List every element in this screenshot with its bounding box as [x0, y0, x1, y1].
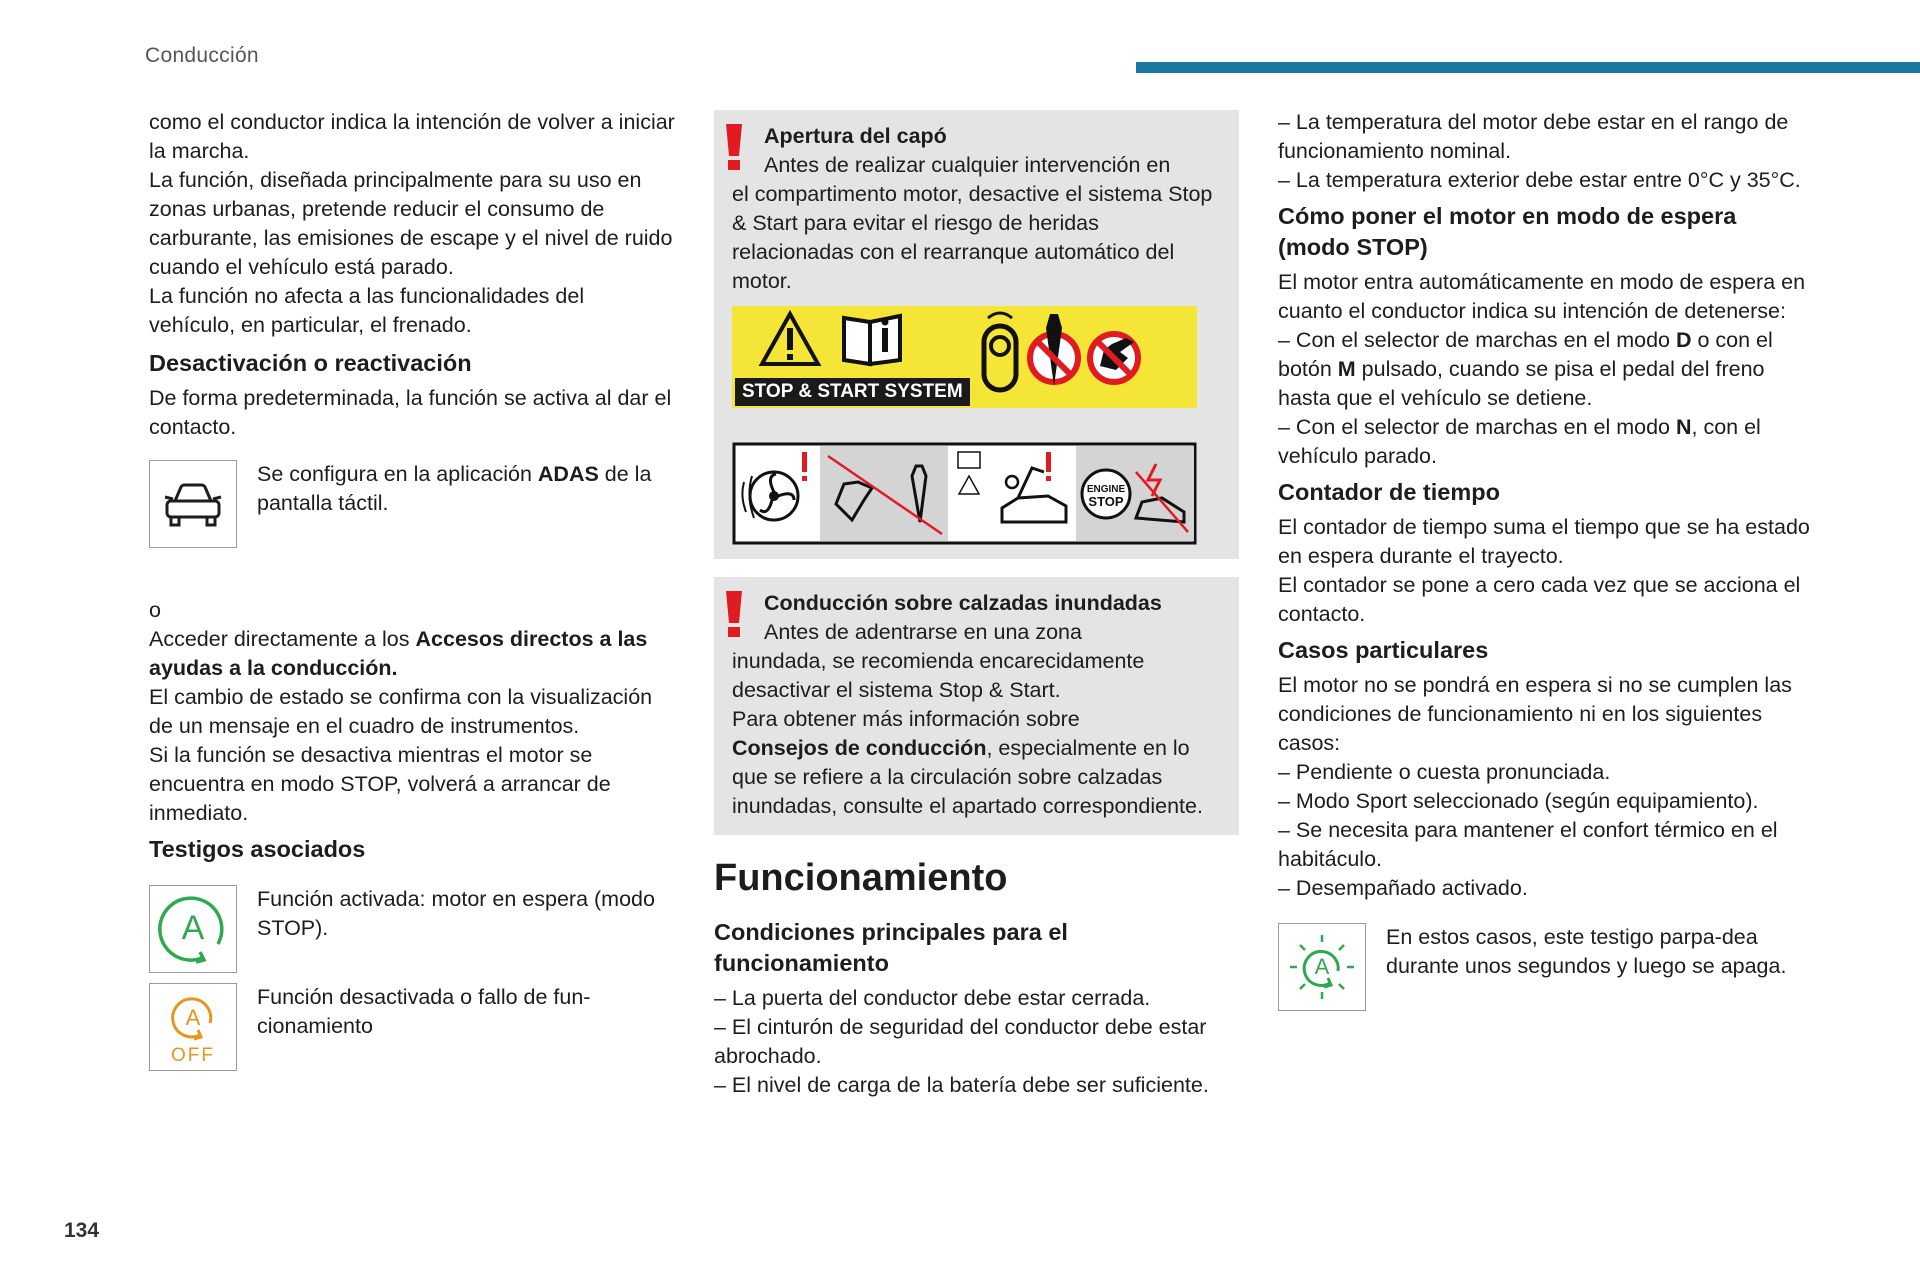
- hood-warning-text: Antes de realizar cualquier intervención en: [764, 153, 1171, 177]
- special-cases-heading: Casos particulares: [1278, 637, 1489, 663]
- access-bold: Accesos directos a las ayudas a la conducción.: [149, 627, 648, 680]
- special-cases-intro: El motor no se pondrá en espera si no se cumplen las condiciones de funcionamiento ni en los siguientes casos:: [1278, 673, 1792, 755]
- selector-d-item: [1278, 326, 1813, 413]
- mode-n-bold: N: [1675, 415, 1692, 439]
- indicator-on-text: Función activada: motor en espera (modo STOP).: [257, 887, 655, 940]
- access-text: Acceder directamente a los: [149, 627, 416, 651]
- hood-warning-title: Apertura del capó: [764, 124, 947, 148]
- deactivation-text: De forma predeterminada, la función se activa al dar el contacto.: [149, 386, 672, 439]
- condition-item: – El nivel de carga de la batería debe ser suficiente.: [714, 1073, 1209, 1097]
- deactivation-heading: Desactivación o reactivación: [149, 350, 472, 376]
- condition-item: – La temperatura del motor debe estar en el rango de funcionamiento nominal.: [1278, 110, 1789, 163]
- flood-warning-text: [732, 734, 1221, 821]
- indicators-heading: Testigos asociados: [149, 836, 366, 862]
- header-accent-bar: [1136, 62, 1920, 73]
- timer-text: El contador de tiempo suma el tiempo que se ha estado en espera durante el trayecto.: [1278, 515, 1810, 568]
- blinking-indicator-row: [1278, 923, 1813, 1011]
- adas-bold: ADAS: [537, 462, 599, 486]
- warning-exclamation-icon: [724, 124, 744, 170]
- running-header: Conducción: [145, 44, 259, 67]
- condition-item: – La temperatura exterior debe estar entre 0°C y 35°C.: [1278, 168, 1801, 192]
- indicator-on-row: [149, 885, 675, 973]
- adas-text: Se configura en la aplicación: [257, 462, 538, 486]
- intro-paragraph: como el conductor indica la intención de volver a iniciar la marcha.: [149, 110, 675, 163]
- adas-config-row: [149, 460, 675, 548]
- column-right: [1278, 108, 1813, 1011]
- timer-heading: Contador de tiempo: [1278, 479, 1500, 505]
- page-number: 134: [64, 1219, 100, 1242]
- flood-warning-text-end: , especialmente en lo que se refiere a la circulación sobre calzadas inundadas, consulte el apartado correspondiente.: [732, 736, 1203, 818]
- special-case-item: – Se necesita para mantener el confort térmico en el habitáculo.: [1278, 818, 1778, 871]
- blinking-indicator-text: En estos casos, este testigo parpa-dea durante unos segundos y luego se apaga.: [1386, 925, 1787, 978]
- stop-start-active-icon: [149, 885, 237, 973]
- confirm-paragraph: El cambio de estado se confirma con la visualización de un mensaje en el cuadro de instrumentos.: [149, 685, 653, 738]
- condition-item: – La puerta del conductor debe estar cerrada.: [714, 986, 1151, 1010]
- no-hand-tie-icon: [820, 446, 948, 541]
- car-front-icon: [149, 460, 237, 548]
- selector-text: – Con el selector de marchas en el modo: [1278, 415, 1676, 439]
- intro-paragraph: La función no afecta a las funcionalidades del vehículo, en particular, el frenado.: [149, 284, 585, 337]
- column-middle: [714, 108, 1239, 1100]
- column-left: [149, 108, 675, 1071]
- engine-label: ENGINE: [1086, 484, 1126, 495]
- rotating-belt-icon: [984, 313, 1016, 390]
- no-hand-icon: [1090, 334, 1138, 382]
- indicator-off-row: [149, 983, 675, 1071]
- hood-warning-box: [714, 110, 1239, 559]
- selector-text: o con el botón: [1278, 328, 1773, 381]
- or-text: o: [149, 598, 161, 622]
- special-case-item: – Desempañado activado.: [1278, 876, 1528, 900]
- stop-start-sticker-panel: [732, 442, 1197, 545]
- indicator-off-text: Función desactivada o fallo de fun-cionamiento: [257, 985, 591, 1038]
- driving-advice-bold: Consejos de conducción: [732, 736, 987, 760]
- restart-paragraph: Si la función se desactiva mientras el motor se encuentra en modo STOP, volverá a arrancar de inmediato.: [149, 743, 611, 825]
- fan-warning-icon: [736, 446, 820, 541]
- conditions-heading: Condiciones principales para el funcionamiento: [714, 919, 1068, 976]
- off-label: OFF: [171, 1045, 215, 1065]
- access-paragraph: [149, 625, 675, 683]
- stop-start-sticker-yellow: [732, 306, 1197, 408]
- hood-warning-text: el compartimento motor, desactive el sistema Stop & Start para evitar el riesgo de heridas relacionadas con el rearranque automático del motor.: [732, 182, 1213, 293]
- stop-label: STOP: [1088, 494, 1124, 509]
- flood-warning-text: Para obtener más información sobre: [732, 707, 1080, 731]
- stop-start-off-icon: [149, 983, 237, 1071]
- selector-text: – Con el selector de marchas en el modo: [1278, 328, 1676, 352]
- flood-warning-box: [714, 577, 1239, 835]
- stop-start-system-label: STOP & START SYSTEM: [735, 378, 970, 406]
- stop-mode-heading: Cómo poner el motor en modo de espera (modo STOP): [1278, 203, 1737, 260]
- button-m-bold: M: [1337, 357, 1356, 381]
- selector-text: , con el vehículo parado.: [1278, 415, 1761, 468]
- warning-triangle-icon: [762, 314, 818, 364]
- a-letter: A: [181, 909, 205, 947]
- stop-mode-text: El motor entra automáticamente en modo de espera en cuanto el conductor indica su intención de detenerse:: [1278, 270, 1806, 323]
- selector-n-item: [1278, 413, 1813, 471]
- car-hood-open-warning-icon: [990, 446, 1076, 541]
- special-case-item: – Modo Sport seleccionado (según equipamiento).: [1278, 789, 1759, 813]
- manual-book-icon: [844, 316, 900, 364]
- stop-start-blinking-icon: [1278, 923, 1366, 1011]
- flood-warning-text: inundada, se recomienda encarecidamente desactivar el sistema Stop & Start.: [732, 649, 1145, 702]
- engine-stop-icon: [1076, 446, 1194, 541]
- flood-warning-text: Antes de adentrarse en una zona: [764, 620, 1082, 644]
- read-manual-warning-icon: [948, 446, 990, 541]
- operation-section-title: Funcionamiento: [714, 857, 1008, 899]
- warning-exclamation-icon: [724, 591, 744, 637]
- mode-d-bold: D: [1675, 328, 1692, 352]
- a-letter: A: [185, 1005, 201, 1030]
- condition-item: – El cinturón de seguridad del conductor debe estar abrochado.: [714, 1015, 1207, 1068]
- a-letter: A: [1314, 954, 1330, 979]
- intro-paragraph: La función, diseñada principalmente para su uso en zonas urbanas, pretende reducir el consumo de carburante, las emisiones de escape y el nivel de ruido cuando el vehículo está parado.: [149, 168, 673, 279]
- selector-text: pulsado, cuando se pisa el pedal del freno hasta que el vehículo se detiene.: [1278, 357, 1765, 410]
- timer-text: El contador se pone a cero cada vez que se acciona el contacto.: [1278, 573, 1801, 626]
- special-case-item: – Pendiente o cuesta pronunciada.: [1278, 760, 1611, 784]
- flood-warning-title: Conducción sobre calzadas inundadas: [764, 591, 1162, 615]
- no-tie-icon: [1030, 314, 1078, 386]
- adas-text-end: de la pantalla táctil.: [257, 462, 652, 515]
